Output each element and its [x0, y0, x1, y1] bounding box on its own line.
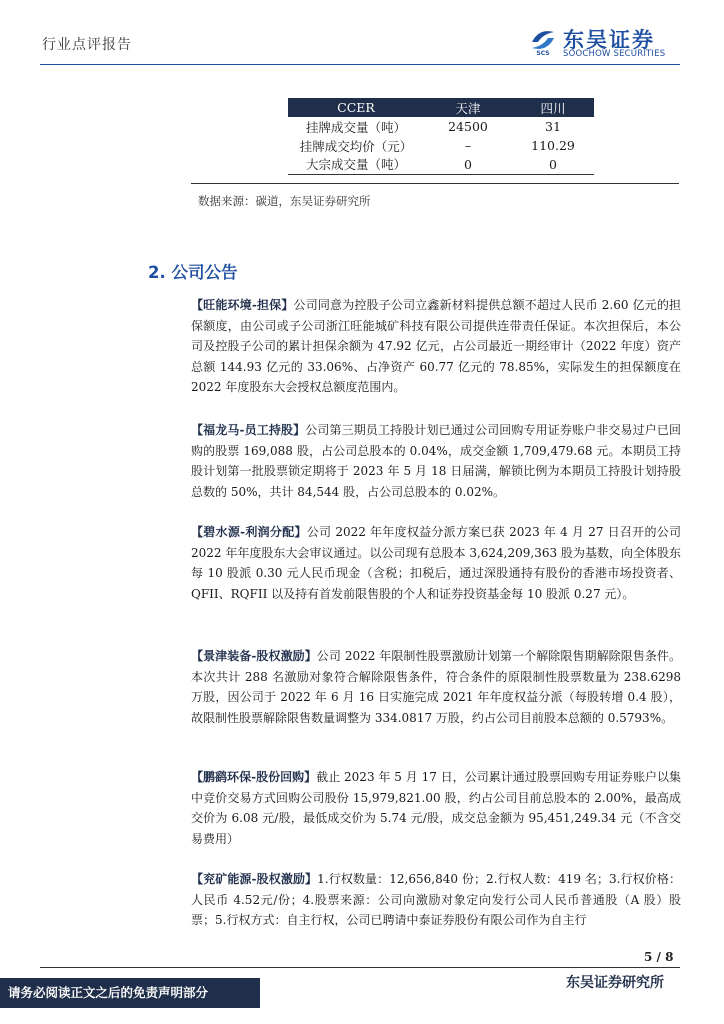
announcement-text: 1.行权数量：12,656,840 份；2.行权人数：419 名；3.行权价格：人民币 4.52元/份；4.股票来源：公司向激励对象定向发行公司人民币普通股（A 股）股票；5.行权方式：自主行权，公司已聘请中泰证券股份有限公司作为自主行 [191, 872, 682, 928]
report-type-label: 行业点评报告 [42, 37, 132, 53]
announcement-tag: 【碧水源-利润分配】 [191, 525, 307, 539]
column-header: 四川 [512, 98, 594, 117]
table-row [288, 136, 594, 155]
table-cell: 挂牌成交均价（元） [299, 138, 413, 154]
svg-text:SCS: SCS [536, 50, 550, 56]
table-cell: 31 [545, 119, 561, 134]
announcement-tag: 【鹏鹞环保-股份回购】 [191, 770, 317, 784]
ccer-trading-table [288, 98, 594, 175]
announcement-paragraph [191, 767, 681, 849]
announcement-text: 公司 2022 年年度权益分派方案已获 2023 年 4 月 27 日召开的公司 2022 年年度股东大会审议通过。以公司现有总股本 3,624,209,363 股为基数，向全体股东每 10 股派 0.30 元人民币现金（含税；扣税后，通过深股通持有股份的香港市场投资者、QFII、RQFII 以及持有首发前限售股的个人和证券投资基金每 10 股派 0.27 元）。 [191, 525, 681, 601]
footer-divider [40, 967, 680, 968]
page-number: 5 / 8 [644, 950, 674, 964]
announcement-paragraph [191, 869, 681, 931]
table-cell: – [464, 138, 472, 153]
announcement-text: 公司 2022 年限制性股票激励计划第一个解除限售期解除限售条件。本次共计 288 名激励对象符合解除限售条件，符合条件的原限制性股票数量为 238.6298 万股，因公司于 2022 年 6 月 16 日实施完成 2021 年年度权益分派（每股转增 0.4 股），故限制性股票解除限售数量调整为 334.0817 万股，约占公司目前股本总额的 0.5793%。 [191, 649, 682, 725]
footer-organization: 东吴证券研究所 [566, 975, 664, 991]
disclaimer-banner: 请务必阅读正文之后的免责声明部分 [0, 978, 260, 1008]
announcement-paragraph [191, 295, 681, 398]
section-title: 2. 公司公告 [148, 263, 238, 282]
table-cell: 0 [424, 155, 512, 174]
table-cell: 0 [512, 155, 594, 174]
header-divider [40, 64, 680, 65]
table-header-row [288, 98, 594, 117]
source-divider [191, 183, 679, 184]
logo-chinese-name: 东吴证券 [563, 28, 655, 52]
announcement-text: 公司同意为控股子公司立鑫新材料提供总额不超过人民币 2.60 亿元的担保额度，由公司或子公司浙江旺能城矿科技有限公司提供连带责任保证。本次担保后，本公司及控股子公司的累计担保余额为 47.92 亿元，占公司最近一期经审计（2022 年度）资产总额 144.93 亿元的 33.06%、占净资产 60.77 亿元的 78.85%，实际发生的担保额度在 2022 年度股东大会授权总额度范围内。 [191, 298, 682, 395]
announcement-paragraph [191, 522, 681, 604]
table-row [288, 155, 594, 174]
company-logo [529, 26, 679, 62]
data-source-note: 数据来源：碳道，东吴证券研究所 [198, 194, 371, 208]
announcement-tag: 【兖矿能源-股权激励】 [191, 872, 318, 886]
column-header: CCER [288, 98, 424, 117]
soochow-logo-icon [529, 26, 557, 56]
column-header: 天津 [424, 98, 512, 117]
table-cell: 110.29 [531, 138, 575, 153]
logo-english-name: SOOCHOW SECURITIES [563, 49, 666, 59]
announcement-tag: 【福龙马-员工持股】 [191, 423, 306, 437]
announcement-paragraph [191, 420, 681, 502]
announcement-tag: 【景津装备-股权激励】 [191, 649, 317, 663]
announcement-paragraph [191, 646, 681, 728]
table-row [288, 117, 594, 136]
announcement-text: 截止 2023 年 5 月 17 日，公司累计通过股票回购专用证券账户以集中竞价交易方式回购公司股份 15,979,821.00 股，约占公司目前总股本的 2.00%，最高成交价为 6.08 元/股，最低成交价为 5.74 元/股，成交总金额为 95,451,249.34 元（不含交易费用） [191, 770, 681, 846]
table-cell: 24500 [448, 119, 488, 134]
announcement-tag: 【旺能环境-担保】 [191, 298, 294, 312]
table-cell: 大宗成交量（吨） [288, 155, 424, 174]
table-cell: 挂牌成交量（吨） [305, 119, 406, 135]
announcement-text: 公司第三期员工持股计划已通过公司回购专用证券账户非交易过户已回购的股票 169,088 股，占公司总股本的 0.04%，成交金额 1,709,479.68 元。本期员工持股计划第一批股票锁定期将于 2023 年 5 月 18 日届满，解锁比例为本期员工持股计划持股总数的 50%，共计 84,544 股，占公司总股本的 0.02%。 [191, 423, 681, 499]
